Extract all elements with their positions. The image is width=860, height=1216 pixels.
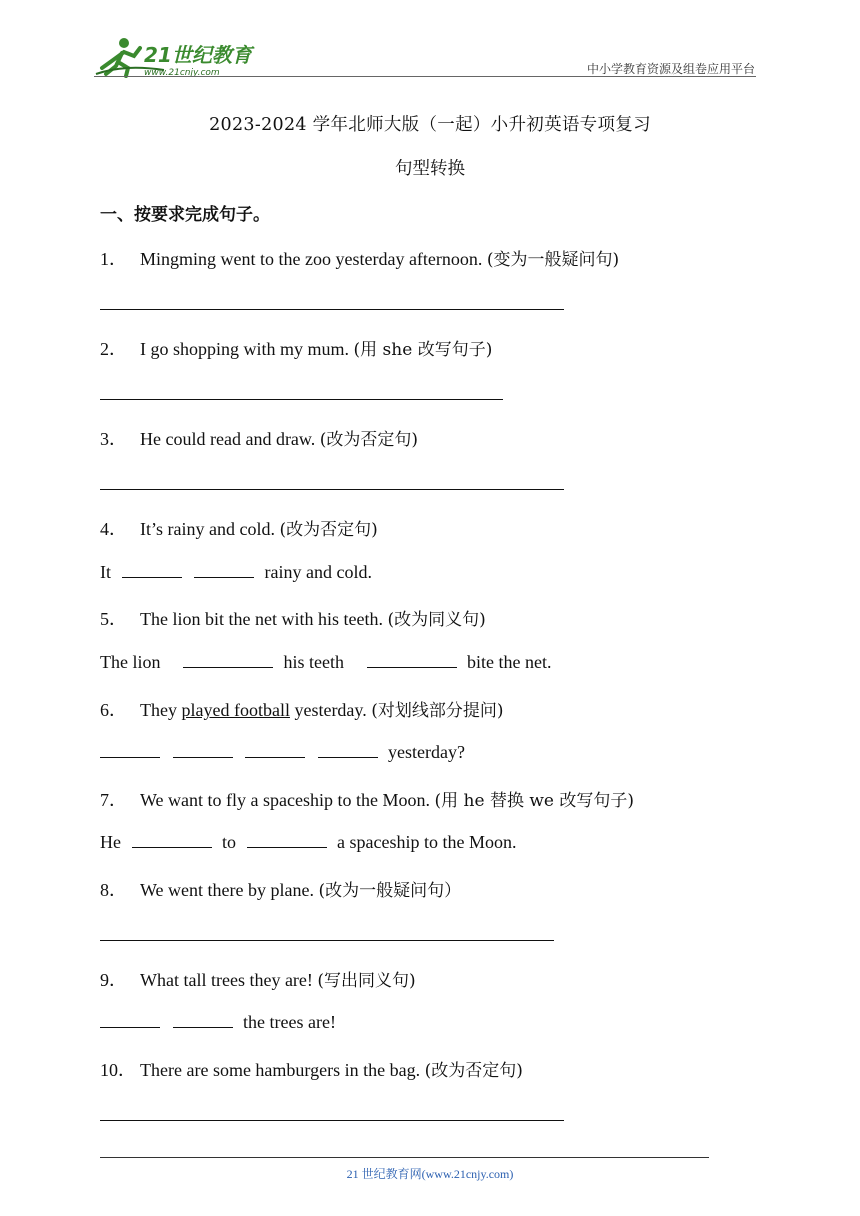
question-text: There are some hamburgers in the bag. <box>140 1060 425 1080</box>
question-number: 9． <box>100 970 127 990</box>
question-text: yesterday. <box>289 700 372 720</box>
logo-main-text: 21世纪教育 <box>144 43 252 67</box>
answer-end-text: the trees are! <box>243 1012 336 1032</box>
answer-line[interactable] <box>100 399 503 400</box>
question-number: 8． <box>100 880 127 900</box>
question-instruction: (用 he 替换 we 改写句子) <box>434 791 635 811</box>
section-heading: 一、按要求完成句子。 <box>100 205 270 225</box>
answer-row-9 <box>100 1011 336 1033</box>
answer-row-7 <box>100 831 516 853</box>
question-text: The lion bit the net with his teeth. <box>140 609 388 629</box>
answer-end-text: a spaceship to the Moon. <box>337 832 517 852</box>
question-number: 7． <box>100 790 127 810</box>
question-6 <box>100 696 504 722</box>
answer-start-text: He <box>100 832 121 852</box>
logo-url-text: www.21cnjy.com <box>144 68 220 78</box>
answer-start-text: It <box>100 562 111 582</box>
question-instruction: (改为同义句) <box>387 610 486 630</box>
answer-line[interactable] <box>100 489 564 490</box>
question-1 <box>100 245 619 271</box>
answer-line[interactable] <box>100 940 554 941</box>
question-instruction: (写出同义句) <box>317 971 416 991</box>
question-text: We went there by plane. <box>140 880 319 900</box>
footer-divider <box>100 1157 709 1158</box>
header-divider <box>94 76 756 77</box>
answer-blank[interactable] <box>173 741 233 758</box>
answer-start-text: The lion <box>100 652 161 672</box>
question-7 <box>100 786 634 812</box>
question-9 <box>100 966 416 992</box>
answer-blank[interactable] <box>245 741 305 758</box>
question-instruction: (改为否定句) <box>319 430 419 450</box>
question-10 <box>100 1056 523 1082</box>
footer-text: 21 世纪教育网(www.21cnjy.com) <box>346 1167 514 1181</box>
question-number: 5． <box>100 609 127 629</box>
question-instruction: (变为一般疑问句) <box>486 250 620 270</box>
answer-end-text: rainy and cold. <box>264 562 372 582</box>
answer-blank[interactable] <box>100 1011 160 1028</box>
question-8 <box>100 876 461 902</box>
header-platform-text: 中小学教育资源及组卷应用平台 <box>586 62 755 76</box>
question-3 <box>100 425 418 451</box>
answer-line[interactable] <box>100 1120 564 1121</box>
document-subtitle: 句型转换 <box>395 159 465 179</box>
question-instruction: (用 she 改写句子) <box>353 340 493 360</box>
question-text: What tall trees they are! <box>140 970 318 990</box>
question-text: We want to fly a spaceship to the Moon. <box>140 790 435 810</box>
answer-row-6 <box>100 741 465 763</box>
question-text: It’s rainy and cold. <box>140 519 280 539</box>
answer-blank[interactable] <box>318 741 378 758</box>
question-instruction: (改为否定句) <box>424 1061 523 1081</box>
question-number: 3． <box>100 429 127 449</box>
question-text: They <box>140 700 182 720</box>
answer-row-4 <box>100 561 372 583</box>
question-instruction: (对划线部分提问) <box>371 701 504 721</box>
runner-logo-icon <box>94 34 264 80</box>
answer-blank[interactable] <box>183 651 273 668</box>
question-number: 4． <box>100 519 127 539</box>
question-number: 2． <box>100 339 127 359</box>
question-4 <box>100 515 378 541</box>
answer-blank[interactable] <box>173 1011 233 1028</box>
question-instruction: (改为否定句) <box>279 520 378 540</box>
answer-end-text: bite the net. <box>467 652 552 672</box>
question-number: 1． <box>100 249 127 269</box>
answer-blank[interactable] <box>247 831 327 848</box>
question-text: He could read and draw. <box>140 429 320 449</box>
question-text: I go shopping with my mum. <box>140 339 354 359</box>
question-2 <box>100 335 492 361</box>
answer-row-5 <box>100 651 551 673</box>
site-logo <box>94 34 264 80</box>
answer-blank[interactable] <box>100 741 160 758</box>
answer-blank[interactable] <box>132 831 212 848</box>
answer-end-text: yesterday? <box>388 742 465 762</box>
answer-blank[interactable] <box>367 651 457 668</box>
question-text: Mingming went to the zoo yesterday afternoon. <box>140 249 487 269</box>
question-number: 10． <box>100 1060 136 1080</box>
answer-line[interactable] <box>100 309 564 310</box>
document-title: 2023-2024 学年北师大版（一起）小升初英语专项复习 <box>209 115 651 135</box>
answer-blank[interactable] <box>194 561 254 578</box>
underlined-phrase: played football <box>181 700 290 720</box>
answer-blank[interactable] <box>122 561 182 578</box>
answer-middle-text: to <box>222 832 237 852</box>
answer-middle-text: his teeth <box>283 652 344 672</box>
question-5 <box>100 605 486 631</box>
question-number: 6． <box>100 700 127 720</box>
question-instruction: (改为一般疑问句） <box>318 881 462 901</box>
